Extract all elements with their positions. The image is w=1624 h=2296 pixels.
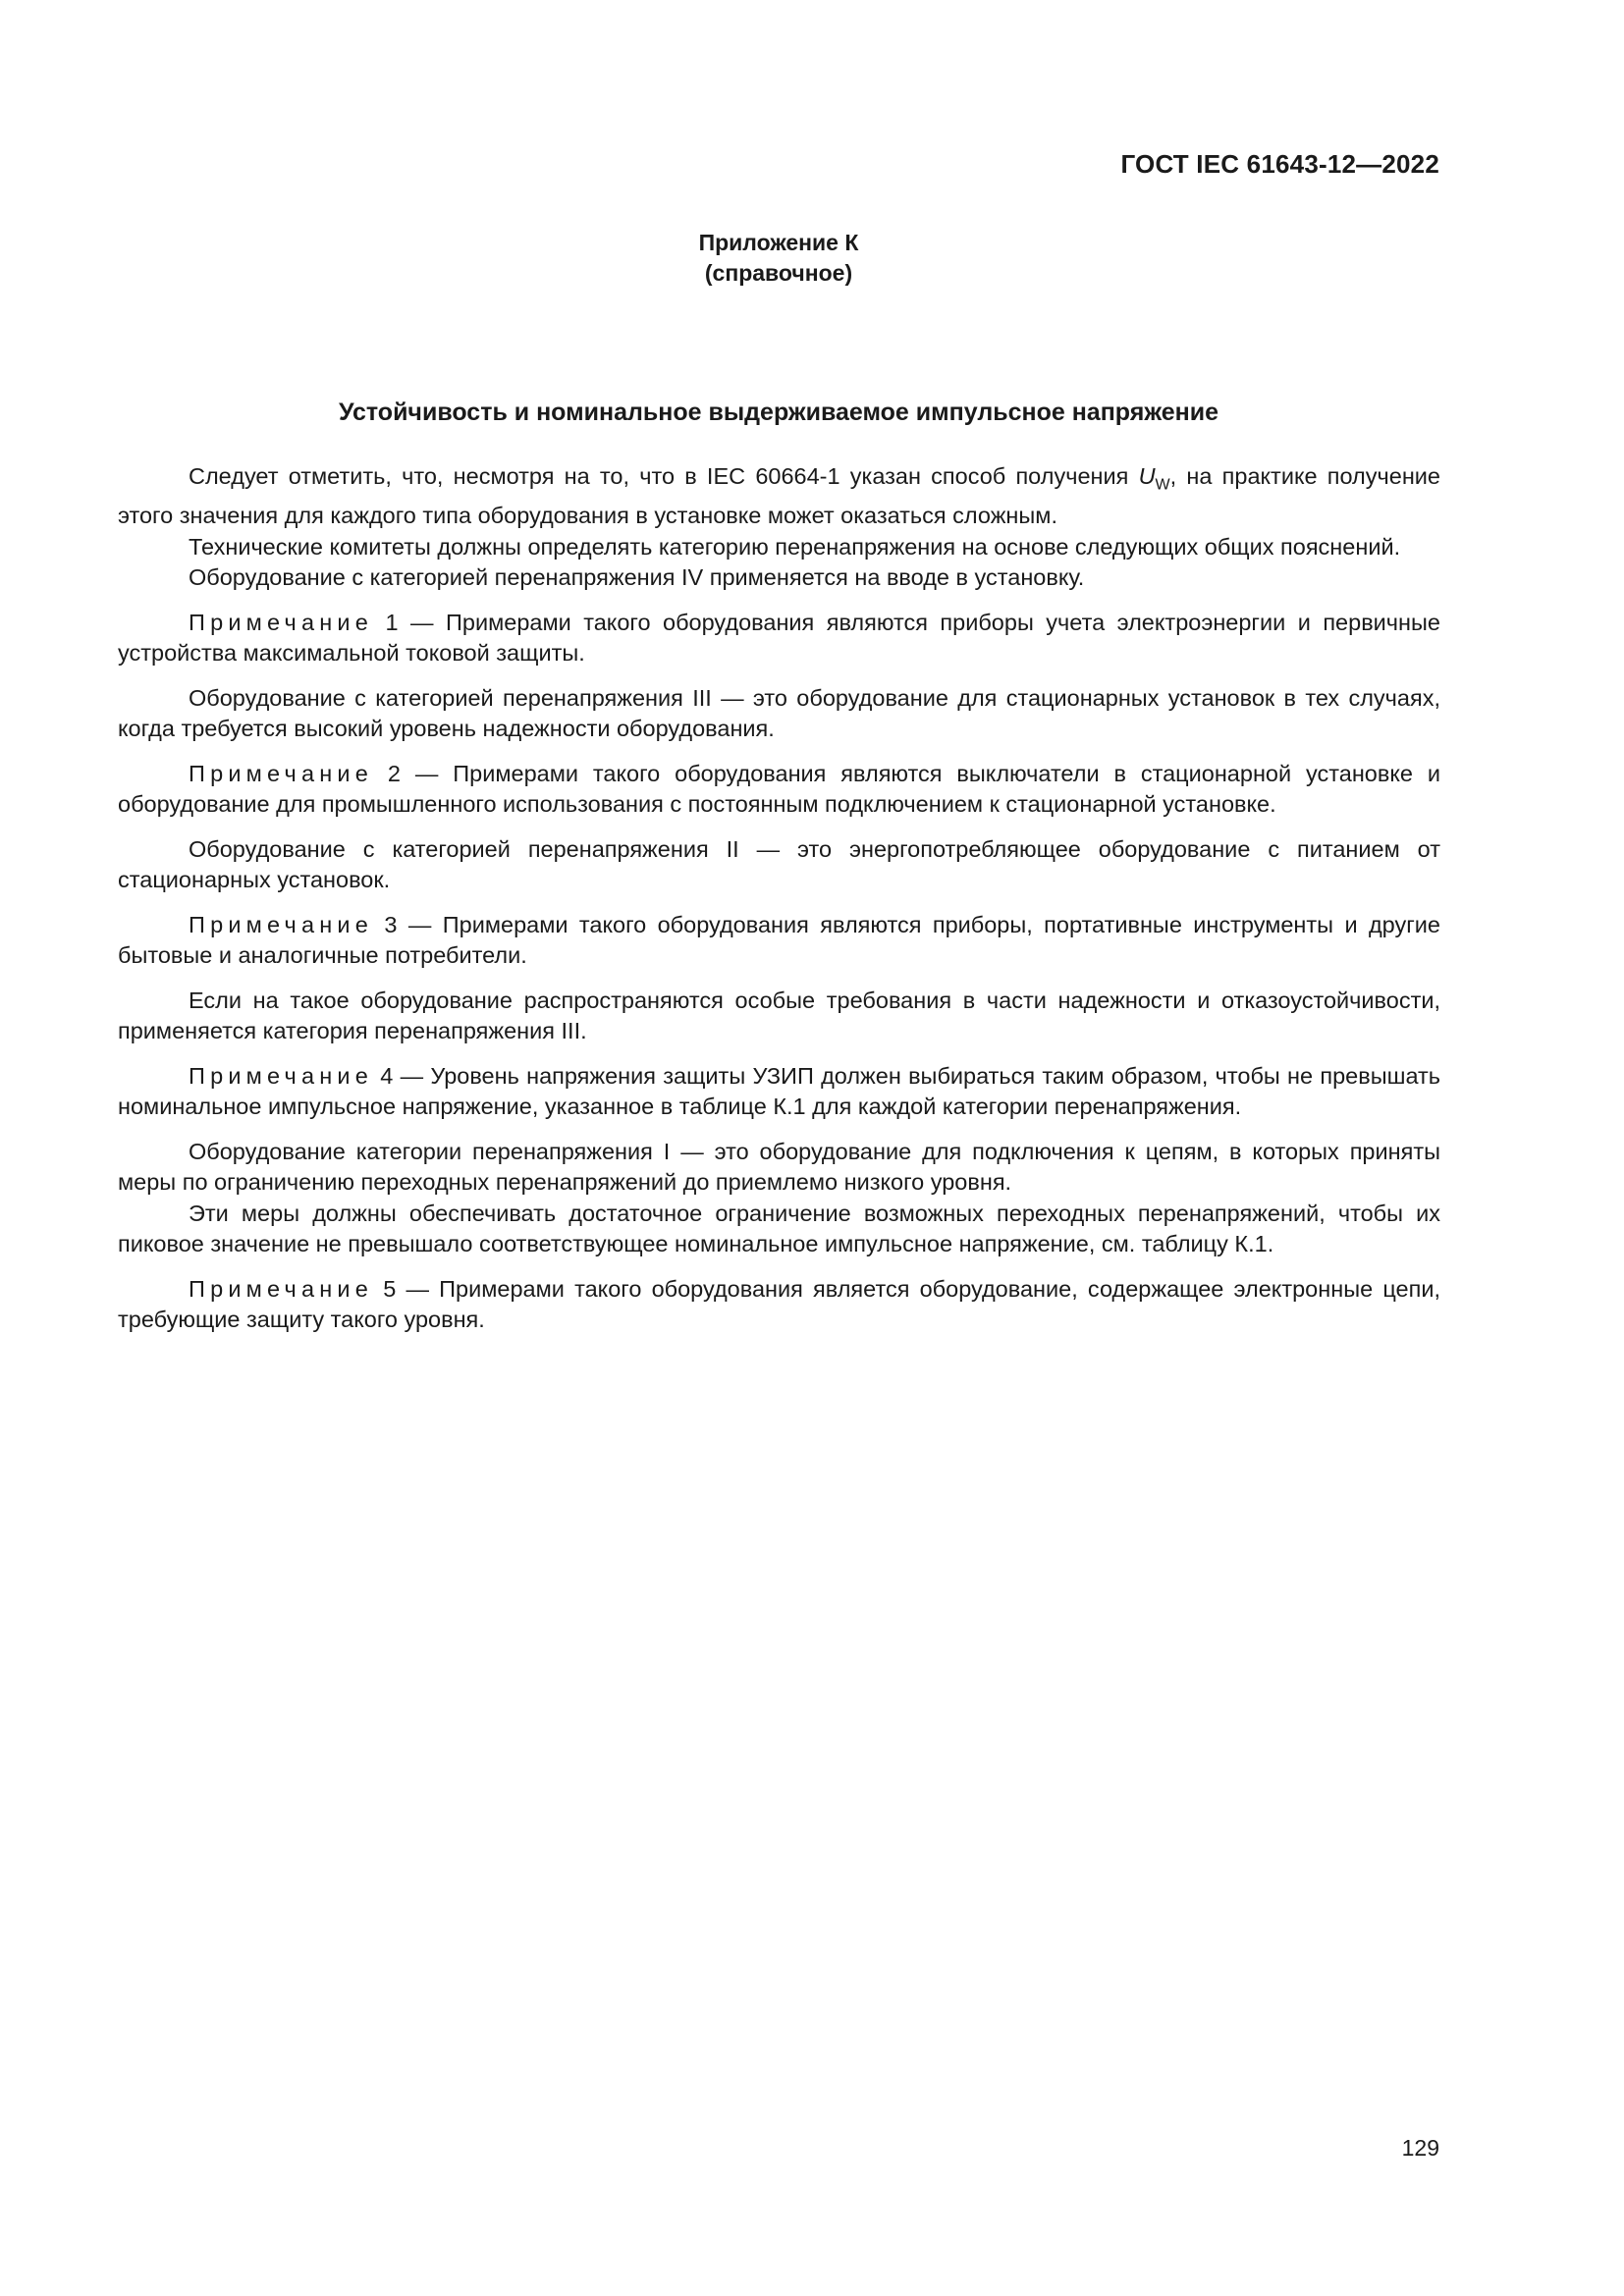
note-3: Примечание 3 — Примерами такого оборудования являются приборы, портативные инструменты и другие бытовые и аналогичные потребители. (118, 911, 1440, 969)
paragraph-uw-note: Следует отметить, что, несмотря на то, что в IEC 60664-1 указан способ получения $U_W$, на практике получение этого значения для каждого типа оборудования в установке может оказаться сложным. (118, 463, 1441, 529)
appendix-heading (0, 228, 1557, 289)
document-body (118, 461, 1440, 1336)
note-1: Примечание 1 — Примерами такого оборудования являются приборы учета электроэнергии и первичные устройства максимальной токовой защиты. (118, 609, 1440, 667)
paragraph-category-iii: Оборудование с категорией перенапряжения III — это оборудование для стационарных установок в тех случаях, когда требуется высокий уровень надежности оборудования. (118, 684, 1440, 742)
paragraph-category-iv: Оборудование с категорией перенапряжения IV применяется на вводе в установку. (189, 564, 1085, 591)
paragraph-category-ii: Оборудование с категорией перенапряжения II — это энергопотребляющее оборудование с питанием от стационарных установок. (118, 835, 1440, 893)
paragraph-measures: Эти меры должны обеспечивать достаточное ограничение возможных переходных перенапряжений, чтобы их пиковое значение не превышало соответствующее номинальное импульсное напряжение, см. таблицу К.1. (118, 1200, 1440, 1257)
note-4: Примечание 4 — Уровень напряжения защиты УЗИП должен выбираться таким образом, чтобы не превышать номинальное импульсное напряжение, указанное в таблице К.1 для каждой категории перенапряжения. (118, 1062, 1440, 1120)
note-5: Примечание 5 — Примерами такого оборудования является оборудование, содержащее электронные цепи, требующие защиту такого уровня. (118, 1275, 1440, 1333)
section-heading: Устойчивость и номинальное выдерживаемое импульсное напряжение (339, 399, 1218, 426)
paragraph-category-i: Оборудование категории перенапряжения I — это оборудование для подключения к цепям, в которых приняты меры по ограничению переходных перенапряжений до приемлемо низкого уровня. (118, 1138, 1440, 1196)
document-code: ГОСТ IEC 61643-12—2022 (1120, 149, 1439, 179)
uw-symbol: $U_W$ (1138, 463, 1170, 494)
paragraph-reliability: Если на такое оборудование распространяются особые требования в части надежности и отказоустойчивости, применяется категория перенапряжения III. (118, 987, 1440, 1044)
note-label: Примечание (189, 1275, 374, 1302)
note-label: Примечание (189, 760, 374, 786)
note-label: Примечание (189, 609, 374, 635)
note-2: Примечание 2 — Примерами такого оборудования являются выключатели в стационарной установке и оборудование для промышленного использования с постоянным подключением к стационарной установке. (118, 760, 1440, 818)
appendix-subtitle: (справочное) (704, 260, 853, 286)
appendix-title: Приложение К (698, 230, 859, 255)
note-label: Примечание (189, 911, 374, 937)
note-label: Примечание (189, 1062, 374, 1089)
paragraph-technical-committees: Технические комитеты должны определять категорию перенапряжения на основе следующих общих пояснений. (189, 533, 1401, 560)
page-number: 129 (1401, 2135, 1439, 2161)
